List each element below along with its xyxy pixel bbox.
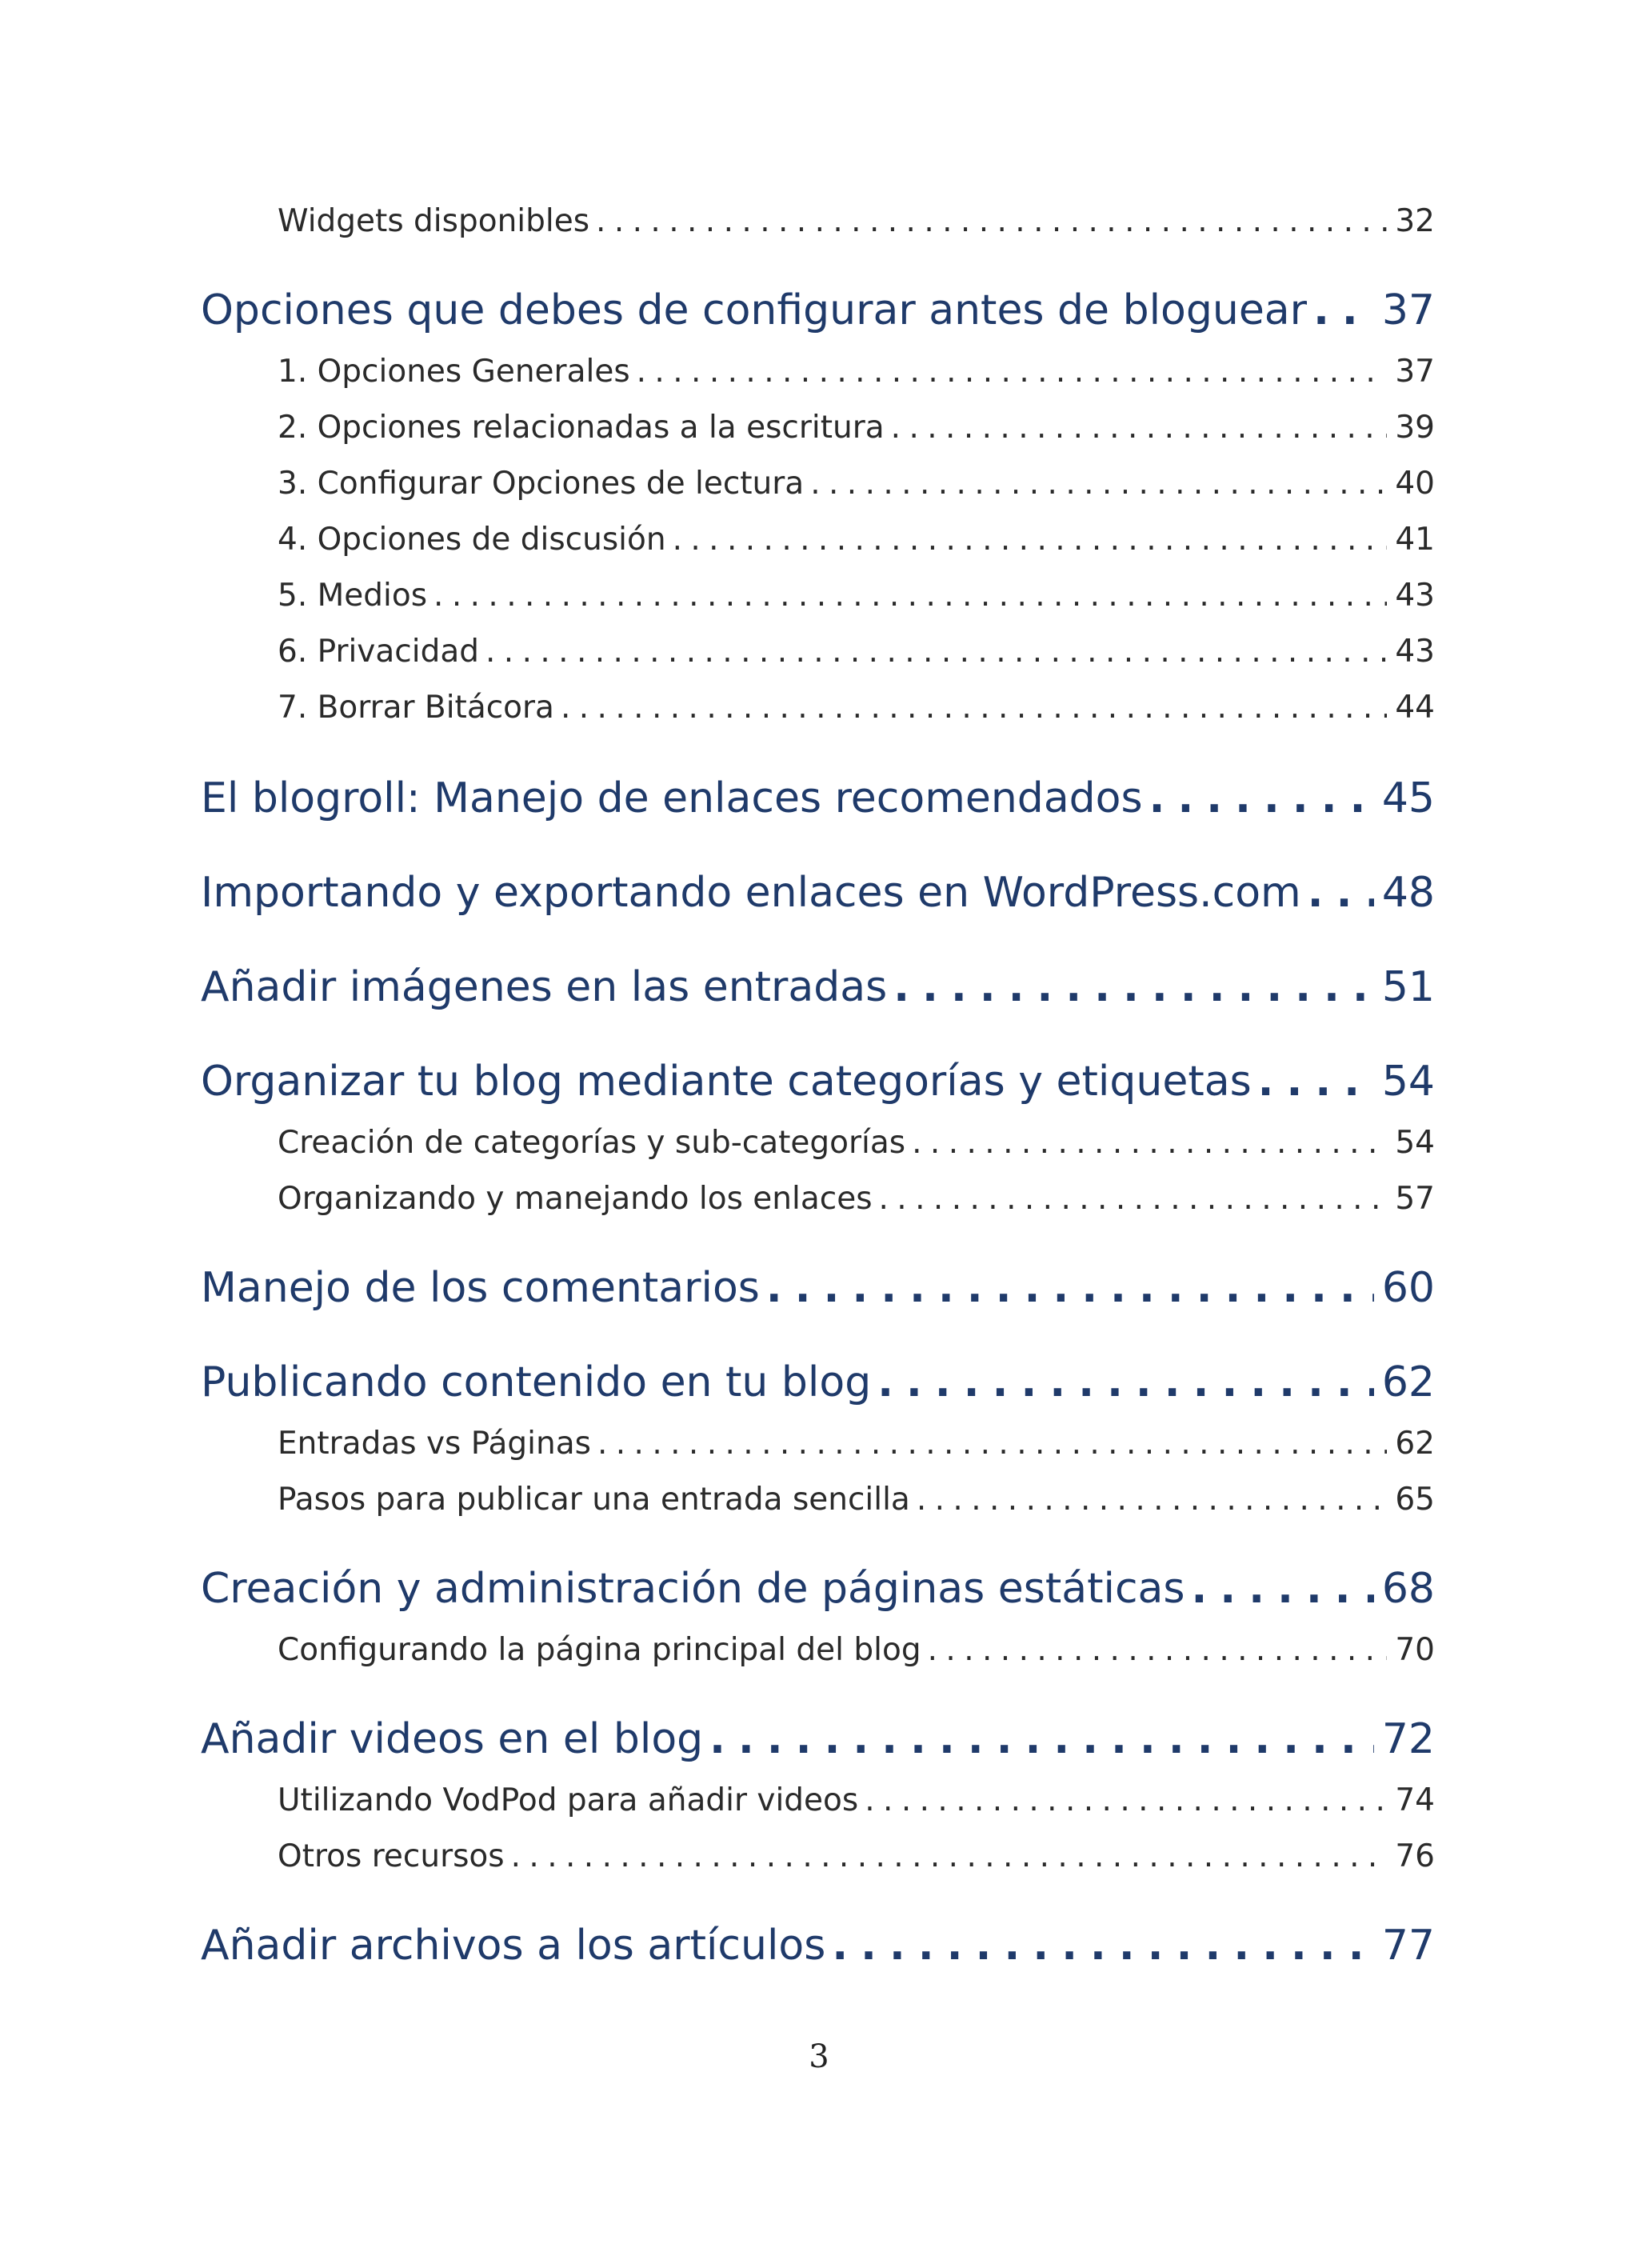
toc-chapter-page: 68	[1381, 1565, 1435, 1613]
toc-chapter[interactable]	[201, 1715, 1435, 1773]
dot-leader	[928, 1632, 1388, 1668]
toc-chapter[interactable]	[201, 1058, 1435, 1115]
toc-entry[interactable]	[278, 690, 1435, 731]
toc-chapter-title: Importando y exportando enlaces en WordPress.com	[201, 869, 1301, 917]
toc-entry-page: 44	[1395, 690, 1435, 726]
toc-chapter-page: 60	[1381, 1264, 1435, 1312]
toc-entry-page: 43	[1395, 578, 1435, 614]
toc-chapter-page: 51	[1381, 963, 1435, 1011]
toc-chapter-page: 62	[1381, 1358, 1435, 1406]
toc-entry-title: Otros recursos	[278, 1838, 505, 1874]
toc-entry-title: 4. Opciones de discusión	[278, 522, 666, 558]
dot-leader	[766, 1264, 1374, 1312]
toc-chapter-page: 54	[1381, 1058, 1435, 1106]
dot-leader	[865, 1782, 1387, 1818]
toc-chapter-page: 48	[1381, 869, 1435, 917]
toc-entry-page: 39	[1395, 410, 1435, 446]
dot-leader	[810, 466, 1387, 502]
dot-leader	[917, 1482, 1388, 1518]
toc-entry[interactable]	[278, 410, 1435, 451]
toc-entry-title: Configurando la página principal del blog	[278, 1632, 921, 1668]
dot-leader	[673, 522, 1388, 558]
toc-entry-title: Creación de categorías y sub-categorías	[278, 1125, 906, 1161]
toc-chapter-title: Manejo de los comentarios	[201, 1264, 760, 1312]
toc-chapter-title: Añadir videos en el blog	[201, 1715, 704, 1763]
toc-entry[interactable]	[278, 1782, 1435, 1824]
dot-leader	[1313, 286, 1374, 334]
toc-entry-page: 37	[1395, 354, 1435, 390]
dot-leader	[433, 578, 1387, 614]
toc-chapter[interactable]	[201, 774, 1435, 832]
toc-chapter-title: Opciones que debes de configurar antes de bloguear	[201, 286, 1308, 334]
toc-entry[interactable]	[278, 522, 1435, 563]
toc-entry-page: 76	[1395, 1838, 1435, 1874]
toc-entry-title: Pasos para publicar una entrada sencilla	[278, 1482, 910, 1518]
toc-chapter[interactable]	[201, 963, 1435, 1021]
toc-entry-title: 1. Opciones Generales	[278, 354, 630, 390]
toc-entry-title: 7. Borrar Bitácora	[278, 690, 554, 726]
toc-chapter-title: Añadir archivos a los artículos	[201, 1922, 826, 1970]
toc-chapter-title: Creación y administración de páginas estáticas	[201, 1565, 1185, 1613]
dot-leader	[485, 634, 1387, 670]
toc-chapter[interactable]	[201, 1922, 1435, 1979]
dot-leader	[1258, 1058, 1374, 1106]
toc-entry-title: 3. Configurar Opciones de lectura	[278, 466, 805, 502]
toc-chapter[interactable]	[201, 1565, 1435, 1622]
dot-leader	[891, 410, 1388, 446]
toc-entry[interactable]	[278, 354, 1435, 395]
toc-chapter[interactable]	[201, 286, 1435, 344]
toc-entry-title: 6. Privacidad	[278, 634, 479, 670]
toc-chapter[interactable]	[201, 869, 1435, 926]
toc-entry[interactable]	[278, 1838, 1435, 1880]
dot-leader	[561, 690, 1387, 726]
toc-entry[interactable]	[278, 1482, 1435, 1523]
toc-entry[interactable]	[278, 466, 1435, 507]
dot-leader	[637, 354, 1388, 390]
toc-entry-page: 32	[1395, 203, 1435, 239]
toc-entry-page: 40	[1395, 466, 1435, 502]
dot-leader	[597, 1426, 1387, 1462]
toc-chapter-page: 77	[1381, 1922, 1435, 1970]
toc-chapter[interactable]	[201, 1358, 1435, 1416]
dot-leader	[877, 1358, 1374, 1406]
toc-entry-page: 62	[1395, 1426, 1435, 1462]
toc-entry-title: 2. Opciones relacionadas a la escritura	[278, 410, 885, 446]
toc-chapter-title: Publicando contenido en tu blog	[201, 1358, 872, 1406]
toc-entry[interactable]	[278, 578, 1435, 619]
dot-leader	[1308, 869, 1374, 917]
toc-entry-title: Utilizando VodPod para añadir videos	[278, 1782, 859, 1818]
toc-entry-title: Entradas vs Páginas	[278, 1426, 591, 1462]
dot-leader	[893, 963, 1374, 1011]
dot-leader	[912, 1125, 1387, 1161]
dot-leader	[879, 1181, 1388, 1217]
toc-chapter-page: 72	[1381, 1715, 1435, 1763]
dot-leader	[709, 1715, 1374, 1763]
toc-entry-page: 43	[1395, 634, 1435, 670]
toc-entry-title: Organizando y manejando los enlaces	[278, 1181, 873, 1217]
toc-chapter[interactable]	[201, 1264, 1435, 1322]
dot-leader	[511, 1838, 1388, 1874]
toc-entry-page: 54	[1395, 1125, 1435, 1161]
toc-entry[interactable]	[278, 203, 1435, 245]
toc-entry-page: 57	[1395, 1181, 1435, 1217]
toc-entry-title: Widgets disponibles	[278, 203, 590, 239]
toc-chapter-title: El blogroll: Manejo de enlaces recomendados	[201, 774, 1143, 822]
toc-entry[interactable]	[278, 1125, 1435, 1166]
dot-leader	[596, 203, 1387, 239]
toc-entry-title: 5. Medios	[278, 578, 428, 614]
toc-entry-page: 70	[1395, 1632, 1435, 1668]
toc-entry-page: 41	[1395, 522, 1435, 558]
toc-entry-page: 74	[1395, 1782, 1435, 1818]
toc-entry[interactable]	[278, 1632, 1435, 1674]
toc-entry[interactable]	[278, 1426, 1435, 1467]
dot-leader	[1192, 1565, 1374, 1613]
toc-chapter-title: Añadir imágenes en las entradas	[201, 963, 888, 1011]
dot-leader	[1149, 774, 1374, 822]
dot-leader	[832, 1922, 1374, 1970]
toc-entry[interactable]	[278, 634, 1435, 675]
toc-chapter-page: 45	[1381, 774, 1435, 822]
toc-entry-page: 65	[1395, 1482, 1435, 1518]
toc-entry[interactable]	[278, 1181, 1435, 1222]
toc-chapter-page: 37	[1381, 286, 1435, 334]
toc-chapter-title: Organizar tu blog mediante categorías y etiquetas	[201, 1058, 1252, 1106]
page-number: 3	[809, 2038, 829, 2075]
